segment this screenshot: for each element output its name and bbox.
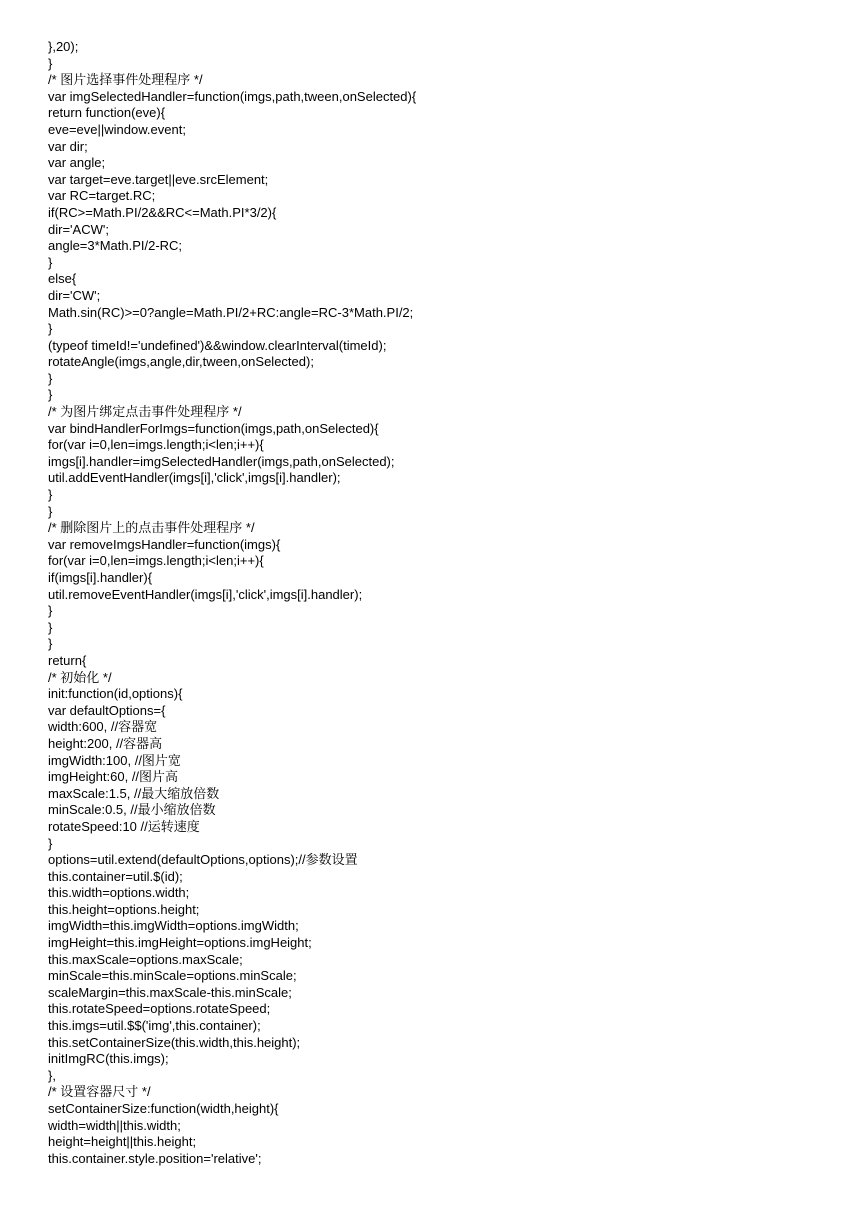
code-line: this.setContainerSize(this.width,this.height); xyxy=(48,1034,301,1050)
code-line: } xyxy=(48,370,53,386)
code-line: }, xyxy=(48,1067,56,1083)
code-line: } xyxy=(48,387,53,403)
code-line: /* 图片选择事件处理程序 */ xyxy=(48,72,203,88)
code-line: } xyxy=(48,487,53,503)
code-line: imgHeight:60, //图片高 xyxy=(48,769,179,785)
code-line: (typeof timeId!='undefined')&&window.clearInterval(timeId); xyxy=(48,337,387,353)
code-line: } xyxy=(48,636,53,652)
code-line: angle=3*Math.PI/2-RC; xyxy=(48,238,183,254)
code-line: imgHeight=this.imgHeight=options.imgHeight; xyxy=(48,935,312,951)
code-line: else{ xyxy=(48,271,77,287)
code-line: options=util.extend(defaultOptions,options);//参数设置 xyxy=(48,852,358,868)
code-line: this.rotateSpeed=options.rotateSpeed; xyxy=(48,1001,271,1017)
code-line: var dir; xyxy=(48,138,88,154)
code-line: var bindHandlerForImgs=function(imgs,path,onSelected){ xyxy=(48,420,379,436)
code-line: /* 设置容器尺寸 */ xyxy=(48,1084,151,1100)
code-line: util.addEventHandler(imgs[i],'click',imgs[i].handler); xyxy=(48,470,341,486)
code-line: var imgSelectedHandler=function(imgs,path,tween,onSelected){ xyxy=(48,88,417,104)
code-line: if(RC>=Math.PI/2&&RC<=Math.PI*3/2){ xyxy=(48,204,277,220)
code-line: } xyxy=(48,619,53,635)
code-line: for(var i=0,len=imgs.length;i<len;i++){ xyxy=(48,553,264,569)
code-document xyxy=(48,39,848,1167)
code-line: return{ xyxy=(48,652,87,668)
code-line: Math.sin(RC)>=0?angle=Math.PI/2+RC:angle=RC-3*Math.PI/2; xyxy=(48,304,414,320)
code-line: } xyxy=(48,254,53,270)
code-line: imgWidth=this.imgWidth=options.imgWidth; xyxy=(48,918,299,934)
code-line: dir='CW'; xyxy=(48,287,101,303)
code-line: this.container.style.position='relative'; xyxy=(48,1150,262,1166)
code-line: } xyxy=(48,321,53,337)
code-line: scaleMargin=this.maxScale-this.minScale; xyxy=(48,984,292,1000)
code-line: } xyxy=(48,835,53,851)
code-line: util.removeEventHandler(imgs[i],'click',imgs[i].handler); xyxy=(48,586,363,602)
code-line: /* 初始化 */ xyxy=(48,669,112,685)
code-line: imgWidth:100, //图片宽 xyxy=(48,752,181,768)
code-line: this.imgs=util.$$('img',this.container); xyxy=(48,1018,261,1034)
code-line: this.height=options.height; xyxy=(48,901,200,917)
code-line: this.width=options.width; xyxy=(48,885,190,901)
code-line: dir='ACW'; xyxy=(48,221,109,237)
code-line: return function(eve){ xyxy=(48,105,166,121)
code-line: } xyxy=(48,603,53,619)
code-line: initImgRC(this.imgs); xyxy=(48,1051,169,1067)
code-line: /* 为图片绑定点击事件处理程序 */ xyxy=(48,404,242,420)
code-line: /* 删除图片上的点击事件处理程序 */ xyxy=(48,520,255,536)
code-line: } xyxy=(48,503,53,519)
code-line: this.maxScale=options.maxScale; xyxy=(48,951,243,967)
code-line: } xyxy=(48,55,53,71)
code-line: if(imgs[i].handler){ xyxy=(48,570,153,585)
code-line: height:200, //容器高 xyxy=(48,735,163,751)
code-line: minScale:0.5, //最小缩放倍数 xyxy=(48,802,216,818)
code-line: width:600, //容器宽 xyxy=(48,719,158,735)
code-line: rotateSpeed:10 //运转速度 xyxy=(48,818,200,834)
code-line: eve=eve||window.event; xyxy=(48,121,186,137)
code-line: setContainerSize:function(width,height){ xyxy=(48,1101,279,1116)
code-line: imgs[i].handler=imgSelectedHandler(imgs,path,onSelected); xyxy=(48,453,395,469)
code-line: height=height||this.height; xyxy=(48,1134,197,1150)
code-line: var defaultOptions={ xyxy=(48,702,166,718)
code-line: for(var i=0,len=imgs.length;i<len;i++){ xyxy=(48,437,264,453)
code-line: var RC=target.RC; xyxy=(48,188,156,204)
code-line: init:function(id,options){ xyxy=(48,686,183,702)
code-line: },20); xyxy=(48,39,79,54)
code-line: rotateAngle(imgs,angle,dir,tween,onSelected); xyxy=(48,354,314,370)
code-line: minScale=this.minScale=options.minScale; xyxy=(48,968,297,984)
code-line: width=width||this.width; xyxy=(48,1117,181,1133)
code-line: var removeImgsHandler=function(imgs){ xyxy=(48,536,281,552)
code-line: var angle; xyxy=(48,155,106,171)
code-line: maxScale:1.5, //最大缩放倍数 xyxy=(48,785,220,801)
code-line: this.container=util.$(id); xyxy=(48,868,183,884)
code-line: var target=eve.target||eve.srcElement; xyxy=(48,171,269,187)
